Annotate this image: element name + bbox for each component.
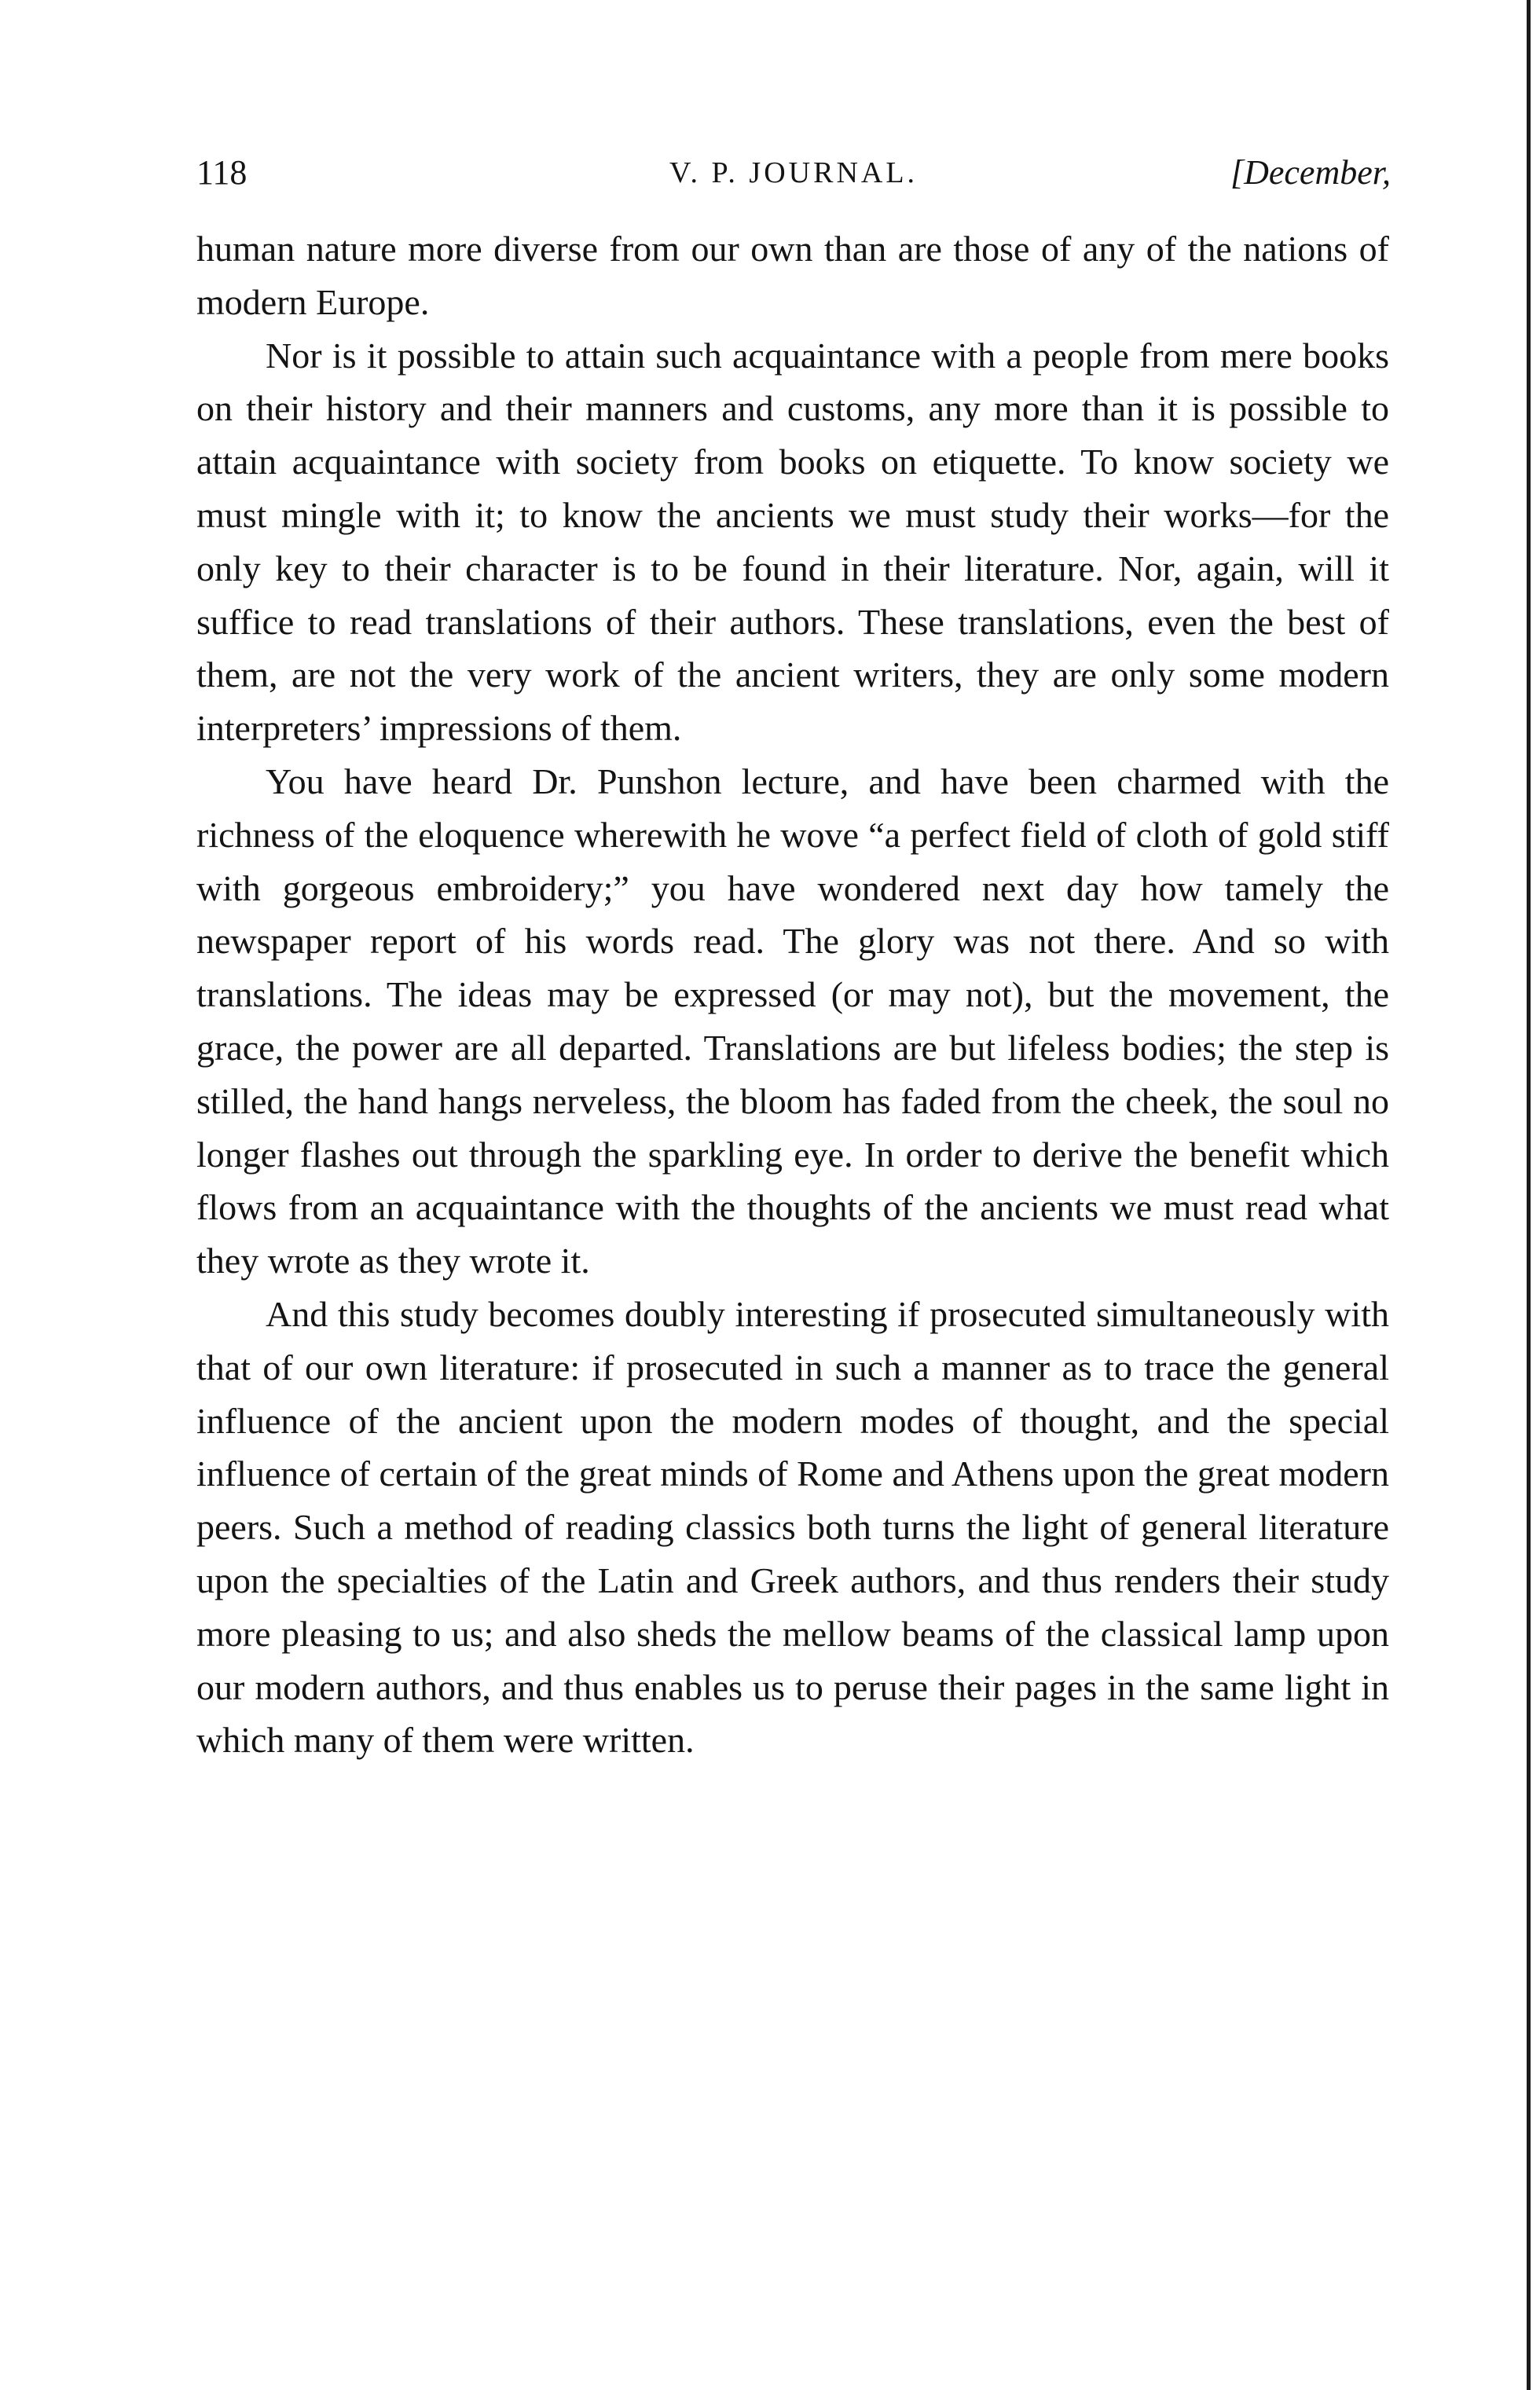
paragraph-3: You have heard Dr. Punshon lecture, and have been charmed with the richness of the eloquence wherewith he wove “a perfect field of cloth of gold stiff with gorgeous embroidery;” you have wondered next day how tamely the newspaper report of his words read. The glory was not there. And so with translations. The ideas may be expressed (or may not), but the movement, the grace, the power are all departed. Translations are but lifeless bodies; the step is stilled, the hand hangs nerveless, the bloom has faded from the cheek, the soul no longer flashes out through the sparkling eye. In order to derive the benefit which flows from an acquaintance with the thoughts of the ancients we must read what they wrote as they wrote it. [196, 761, 1389, 1281]
paragraph-1: human nature more diverse from our own than are those of any of the nations of modern Europe. [196, 229, 1389, 322]
page-number: 118 [196, 153, 248, 192]
journal-title: V. P. JOURNAL. [669, 156, 918, 189]
issue-month: [December, [1230, 153, 1391, 192]
running-head [196, 149, 1391, 196]
paragraph-4: And this study becomes doubly interesting if prosecuted simultaneously with that of our own literature: if prosecuted in such a manner as to trace the general influence of the ancient upon the modern modes of thought, and the special influence of certain of the great minds of Rome and Athens upon the great modern peers. Such a method of reading classics both turns the light of general literature upon the specialties of the Latin and Greek authors, and thus renders their study more pleasing to us; and also sheds the mellow beams of the classical lamp upon our modern authors, and thus enables us to peruse their pages in the same light in which many of them were written. [196, 1293, 1389, 1761]
paragraph-2: Nor is it possible to attain such acquaintance with a people from mere books on their history and their manners and customs, any more than it is possible to attain acquaintance with society from books on etiquette. To know society we must mingle with it; to know the ancients we must study their works—for the only key to their character is to be found in their literature. Nor, again, will it suffice to read translations of their authors. These translations, even the best of them, are not the very work of the ancient writers, they are only some modern interpreters’ impressions of them. [196, 335, 1389, 749]
body-text [196, 222, 1389, 1767]
page-edge-line [1527, 0, 1531, 2390]
